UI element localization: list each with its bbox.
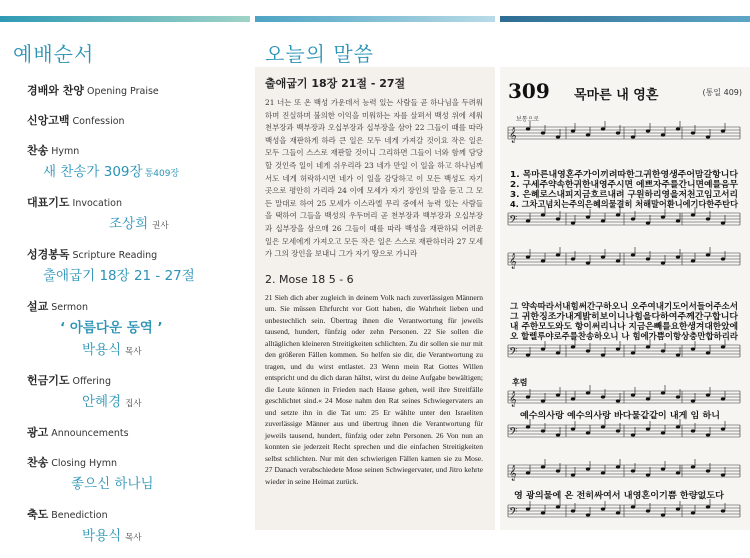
note-head — [631, 135, 635, 138]
clef-icon: 𝄞 — [509, 392, 517, 407]
note-head — [721, 509, 725, 512]
note-head — [646, 257, 650, 260]
note-head — [661, 349, 665, 352]
note-head — [556, 393, 560, 396]
note-head — [646, 427, 650, 430]
benediction-person: 박용식 — [82, 528, 122, 544]
clef-icon: 𝄢 — [509, 506, 518, 521]
note-head — [526, 255, 530, 258]
german-scripture-text: 21 Sieh dich aber zugleich in deinem Volk nach zuverlässigen Männern um. Sie müssen Ehrfurcht vor Gott haben, die Wahrheit lieben und unbestechlich sein. Übertrag ihnen die Verantwortung für jeweils tausend, hundert, fünfzig oder zehn Personen. 22 Sie sollen die alltäglichen kleineren Streitigkeiten schlichten. Zu dir sollen sie nur mit den größeren Fällen kommen. So helfen sie dir, die Verantwortung zu tragen, und du wirst entlastet. 23 Wenn mein Rat Gottes Willen entspricht und du dich daran hältst, wirst du deine Aufgabe bewältigen; die Leute können in Frieden nach Hause gehen, weil ihre Streitfälle geschlichtet sind.« 24 Mose nahm den Rat seines Schwiegervaters an und setzte ihn in die Tat um: 25 Er wählte unter den Israeliten zuverlässige Männer aus und übertrug ihnen die Verantwortung für jeweils tausend, hundert, fünfzig oder zehn Personen. 26 Von nun an konnten sie jederzeit Recht sprechen und die einfachen Streitigkeiten selbst schlichten. Nur mit den schwierigen Fällen kamen sie zu Mose. 27 Danach verabschiedete Mose seinen Schwiegervater, und Jitro kehrte wieder in seine Heimat zurück. — [265, 292, 483, 486]
music-staff — [508, 459, 740, 481]
item-label-en: Confession — [72, 116, 125, 127]
note-head — [556, 433, 560, 436]
note-head — [676, 255, 680, 258]
note-head — [706, 433, 710, 436]
note-head — [541, 511, 545, 514]
worship-item-hymn — [27, 142, 242, 180]
hymn-number: 새 찬송가 309장 — [43, 164, 143, 180]
note-head — [661, 215, 665, 218]
item-label-ko: 경배와 찬양 — [27, 84, 84, 97]
worship-item-offering — [27, 372, 242, 410]
note-head — [526, 395, 530, 398]
korean-scripture-reference: 출애굽기 18장 21절 - 27절 — [265, 77, 406, 90]
clef-icon: 𝄢 — [509, 214, 518, 229]
note-head — [646, 129, 650, 132]
note-head — [661, 133, 665, 136]
old-hymn-number: 통409장 — [144, 169, 180, 179]
refrain-label: 후렴 — [512, 378, 528, 387]
hymn-panel — [500, 22, 750, 530]
note-head — [676, 219, 680, 222]
note-head — [721, 427, 725, 430]
item-label-ko: 광고 — [27, 426, 49, 439]
note-head — [631, 393, 635, 396]
note-head — [541, 259, 545, 262]
note-head — [616, 429, 620, 432]
scripture-reading-box — [255, 67, 495, 530]
music-staff — [508, 419, 740, 441]
note-head — [661, 431, 665, 434]
note-head — [526, 353, 530, 356]
note-head — [601, 507, 605, 510]
note-head — [631, 505, 635, 508]
note-head — [631, 253, 635, 256]
note-head — [691, 213, 695, 216]
item-label-en: Benediction — [51, 510, 108, 521]
clef-icon: 𝄞 — [509, 254, 517, 269]
worship-item-sermon — [27, 298, 242, 358]
offering-person: 안혜경 — [82, 394, 122, 410]
sermon-preacher: 박용식 — [82, 342, 122, 358]
note-head — [661, 467, 665, 470]
note-head — [601, 471, 605, 474]
note-head — [721, 257, 725, 260]
note-head — [586, 133, 590, 136]
note-head — [601, 127, 605, 130]
item-label-ko: 성경봉독 — [27, 248, 70, 261]
clef-icon: 𝄞 — [509, 128, 517, 143]
note-head — [541, 213, 545, 216]
note-head — [586, 431, 590, 434]
offering-role: 집사 — [125, 399, 142, 409]
hymn-header — [508, 79, 742, 109]
clef-icon: 𝄢 — [509, 346, 518, 361]
note-head — [541, 131, 545, 134]
note-head — [556, 217, 560, 220]
hymn-verse-line: 그 귀한징조가내게밝히보이니나힘을다하여주께간구합니다 — [510, 311, 740, 321]
invocation-role: 권사 — [152, 221, 169, 231]
note-head — [586, 391, 590, 394]
note-head — [571, 221, 575, 224]
note-head — [541, 347, 545, 350]
note-head — [706, 393, 710, 396]
item-label-en: Opening Praise — [86, 86, 159, 97]
hymn-old-number: (통일 409) — [702, 88, 742, 97]
hymn-verse-line: 3. 은혜로스내피지금흐르내려 구원하리영을저천고임고서리 — [510, 189, 738, 199]
note-head — [571, 473, 575, 476]
note-head — [526, 471, 530, 474]
note-head — [706, 253, 710, 256]
sermon-title: ‘ 아름다운 동역 ’ — [60, 320, 163, 336]
note-head — [541, 399, 545, 402]
item-label-en: Hymn — [51, 146, 80, 157]
worship-item-announcements — [27, 424, 242, 440]
korean-scripture-text: 21 너는 또 온 백성 가운데서 능력 있는 사람들 곧 하나님을 두려워하며 진실하며 불의한 이익을 미워하는 자를 살펴서 백성 위에 세워 천부장과 백부장과 오십부장과 십부장을 삼아 22 그들이 때를 따라 백성을 재판하게 하라 큰 일은 모두 네게 가져갈 것이요 작은 일은 모두 그들이 스스로 재판할 것이니 그리하면 그들이 너와 함께 담당할 것인즉 일이 네게 쉬우리라 23 네가 만일 이 일을 하고 하나님께서도 네게 허락하시면 네가 이 일을 감당하고 이 모든 백성도 자기 곳으로 평안히 가리라 24 이에 모세가 자기 장인의 말을 듣고 그 모든 말대로 하여 25 모세가 이스라엘 무리 중에서 능력 있는 사람들을 택하여 그들을 백성의 우두머리 곧 천부장과 백부장과 오십부장과 십부장을 삼으매 26 그들이 때를 따라 백성을 재판하되 어려운 일은 모세에게 가져오고 모든 작은 일은 스스로 재판하더라 27 모세가 그의 장인을 보내니 그가 자기 땅으로 가니라 — [265, 98, 483, 259]
item-label-en: Sermon — [51, 302, 88, 313]
music-staff — [508, 247, 740, 269]
order-of-worship-panel — [0, 22, 250, 544]
item-label-ko: 대표기도 — [27, 196, 70, 209]
refrain-line: 예수의사랑 예수의사랑 바다물같같이 내게 임 하니 — [520, 410, 720, 420]
preacher-role: 목사 — [125, 347, 142, 357]
note-head — [691, 465, 695, 468]
note-head — [646, 397, 650, 400]
worship-item-invocation — [27, 194, 242, 232]
note-head — [691, 259, 695, 262]
note-head — [571, 257, 575, 260]
note-head — [691, 429, 695, 432]
note-head — [601, 255, 605, 258]
hymn-tempo: 보통으로 — [516, 116, 540, 123]
note-head — [676, 471, 680, 474]
note-head — [586, 467, 590, 470]
clef-icon: 𝄞 — [509, 466, 517, 481]
note-head — [586, 215, 590, 218]
item-label-ko: 신앙고백 — [27, 114, 70, 127]
note-head — [676, 507, 680, 510]
music-staff — [508, 121, 740, 143]
note-head — [676, 395, 680, 398]
german-scripture-reference: 2. Mose 18 5 - 6 — [265, 272, 354, 286]
note-head — [691, 511, 695, 514]
note-head — [571, 397, 575, 400]
hymn-verse-line: 2. 구세주약속한귀한내영주시면 에쁘자주를간니면예를음무 — [510, 179, 740, 189]
note-head — [646, 473, 650, 476]
note-head — [526, 219, 530, 222]
hymn-score — [506, 113, 744, 523]
note-head — [526, 507, 530, 510]
invocation-person: 조상희 — [109, 216, 149, 232]
note-head — [601, 395, 605, 398]
worship-item-benediction — [27, 506, 242, 544]
note-head — [631, 469, 635, 472]
note-head — [616, 465, 620, 468]
note-head — [556, 135, 560, 138]
hymn-verse-line: 4. 그차고넘치는주의은혜의물결히 처해말어환니에기다한주탄다 — [510, 199, 739, 209]
item-label-en: Announcements — [51, 428, 129, 439]
note-head — [721, 473, 725, 476]
refrain-line: 영 광의물에 온 전히싸여서 내영혼이기쁨 한량없도다 — [514, 490, 726, 500]
item-label-en: Scripture Reading — [72, 250, 158, 261]
note-head — [571, 427, 575, 430]
note-head — [706, 217, 710, 220]
worship-items — [27, 82, 242, 558]
note-head — [706, 469, 710, 472]
note-head — [586, 349, 590, 352]
note-head — [706, 351, 710, 354]
hymn-verse-line: 1. 목마른내영혼주가이끼려따한그귀한영생주어맘갈항니다 — [510, 169, 740, 179]
worship-item-opening-praise — [27, 82, 242, 98]
note-head — [691, 131, 695, 134]
note-head — [556, 253, 560, 256]
todays-word-panel — [255, 22, 495, 530]
note-head — [571, 345, 575, 348]
worship-item-confession — [27, 112, 242, 128]
note-head — [676, 425, 680, 428]
note-head — [661, 391, 665, 394]
scripture-reference: 출애굽기 18장 21 - 27절 — [43, 268, 195, 284]
note-head — [616, 347, 620, 350]
item-label-en: Invocation — [72, 198, 123, 209]
note-head — [526, 127, 530, 130]
note-head — [721, 397, 725, 400]
item-label-ko: 설교 — [27, 300, 49, 313]
hymn-verse-line: 그 약속따라서내힘써간구하오니 오주여내기도어서들어주소서 — [510, 301, 738, 311]
music-staff — [508, 499, 740, 521]
note-head — [661, 513, 665, 516]
note-head — [571, 509, 575, 512]
hymn-sheet — [500, 67, 750, 530]
hymn-verse-line: 내 주한모도와도 항이써리니나 지금은빼를요한생겨대한았에 — [510, 321, 738, 331]
todays-word-title: 오늘의 말씀 — [265, 42, 374, 66]
note-head — [616, 259, 620, 262]
item-label-ko: 찬송 — [27, 456, 49, 469]
note-head — [631, 433, 635, 436]
note-head — [661, 261, 665, 264]
note-head — [646, 509, 650, 512]
note-head — [676, 353, 680, 356]
item-label-en: Offering — [72, 376, 111, 387]
benediction-role: 목사 — [125, 533, 142, 543]
item-label-ko: 축도 — [27, 508, 49, 521]
music-staff — [508, 385, 740, 407]
note-head — [586, 513, 590, 516]
note-head — [646, 221, 650, 224]
item-label-ko: 헌금기도 — [27, 374, 70, 387]
note-head — [601, 219, 605, 222]
note-head — [601, 425, 605, 428]
note-head — [586, 261, 590, 264]
note-head — [721, 345, 725, 348]
note-head — [721, 221, 725, 224]
note-head — [526, 425, 530, 428]
note-head — [601, 353, 605, 356]
note-head — [706, 135, 710, 138]
note-head — [541, 465, 545, 468]
worship-item-scripture-reading — [27, 246, 242, 284]
closing-hymn-title: 좋으신 하나님 — [71, 476, 154, 492]
hymn-title: 목마른 내 영혼 — [574, 88, 659, 103]
note-head — [721, 129, 725, 132]
hymn-number: 309 — [508, 79, 550, 103]
note-head — [646, 345, 650, 348]
note-head — [556, 505, 560, 508]
clef-icon: 𝄢 — [509, 426, 518, 441]
note-head — [571, 129, 575, 132]
music-staff — [508, 339, 740, 361]
note-head — [541, 429, 545, 432]
hymn-verse-line: 오 할렐루야로주를찬송하오니 나 힘에가쁨이항상충만합하리라 — [510, 331, 739, 341]
worship-item-closing-hymn — [27, 454, 242, 492]
note-head — [616, 213, 620, 216]
note-head — [631, 217, 635, 220]
note-head — [706, 505, 710, 508]
note-head — [616, 131, 620, 134]
music-staff — [508, 207, 740, 229]
order-of-worship-title: 예배순서 — [13, 42, 95, 66]
item-label-en: Closing Hymn — [51, 458, 118, 469]
note-head — [616, 511, 620, 514]
note-head — [556, 469, 560, 472]
item-label-ko: 찬송 — [27, 144, 49, 157]
note-head — [691, 347, 695, 350]
note-head — [616, 399, 620, 402]
note-head — [676, 127, 680, 130]
note-head — [691, 399, 695, 402]
note-head — [556, 351, 560, 354]
note-head — [631, 351, 635, 354]
